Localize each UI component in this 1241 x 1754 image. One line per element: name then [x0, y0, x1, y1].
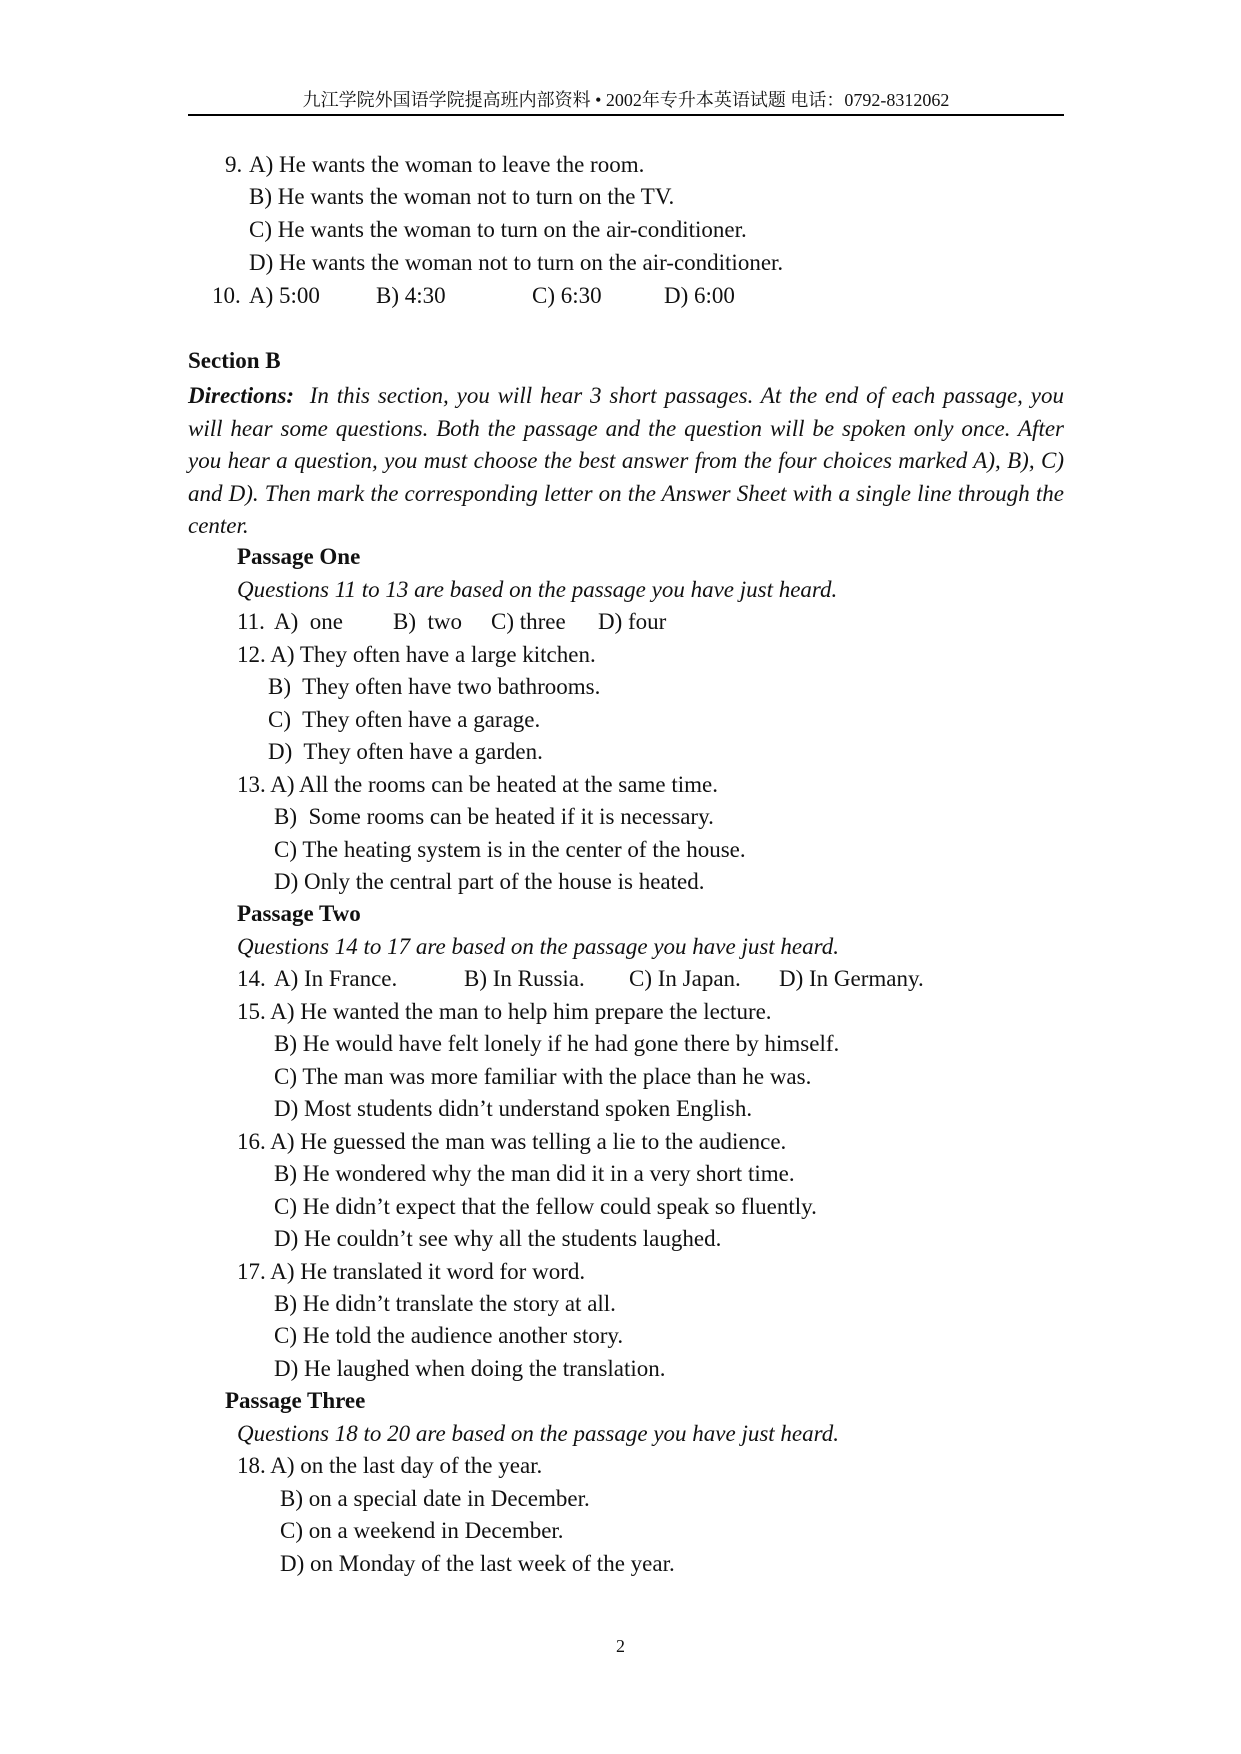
q15-option-a: 15. A) He wanted the man to help him prepare the lecture.: [237, 999, 772, 1024]
q16-option-c: C) He didn’t expect that the fellow could speak so fluently.: [274, 1194, 817, 1219]
passage-three-note: Questions 18 to 20 are based on the passage you have just heard.: [237, 1421, 839, 1446]
q10-option-c: C) 6:30: [532, 283, 602, 308]
q11-option-d: D) four: [598, 609, 667, 634]
q17-option-d: D) He laughed when doing the translation.: [274, 1356, 666, 1381]
q12-option-b: B) They often have two bathrooms.: [268, 674, 601, 699]
q10-option-b: B) 4:30: [376, 283, 446, 308]
q18-option-b: B) on a special date in December.: [280, 1486, 590, 1511]
q17-option-b: B) He didn’t translate the story at all.: [274, 1291, 616, 1316]
q14-number: 14.: [237, 966, 266, 991]
q10-number: 10.: [212, 283, 241, 308]
q9-option-a: A) He wants the woman to leave the room.: [249, 152, 645, 177]
q15-option-c: C) The man was more familiar with the place than he was.: [274, 1064, 812, 1089]
directions-text: In this section, you will hear 3 short passages. At the end of each passage, you will hear some questions. Both the passage and the question will be spoken only once. After you hear a question, you must choose the best answer from the four choices marked A), B), C) and D). Then mark the corresponding letter on the Answer Sheet with a single line through the center.: [188, 383, 1064, 538]
q16-option-b: B) He wondered why the man did it in a very short time.: [274, 1161, 795, 1186]
q17-option-a: 17. A) He translated it word for word.: [237, 1259, 586, 1284]
q13-option-c: C) The heating system is in the center of the house.: [274, 837, 746, 862]
q18-option-c: C) on a weekend in December.: [280, 1518, 564, 1543]
section-b-directions: [188, 380, 1064, 543]
q11-option-b: B) two: [393, 609, 462, 634]
q14-option-a: A) In France.: [274, 966, 398, 991]
passage-three-title: Passage Three: [225, 1388, 366, 1413]
passage-one-title: Passage One: [237, 544, 361, 569]
q12-option-a: 12. A) They often have a large kitchen.: [237, 642, 596, 667]
q16-option-d: D) He couldn’t see why all the students laughed.: [274, 1226, 722, 1251]
q14-option-c: C) In Japan.: [629, 966, 741, 991]
q9-option-d: D) He wants the woman not to turn on the air-conditioner.: [249, 250, 784, 275]
passage-two-title: Passage Two: [237, 901, 361, 926]
page-header: 九江学院外国语学院提高班内部资料 • 2002年专升本英语试题 电话：0792-8312062: [302, 90, 950, 110]
directions-label: Directions:: [188, 383, 295, 408]
q14-option-d: D) In Germany.: [779, 966, 924, 991]
q9-number: 9.: [225, 152, 243, 177]
q13-option-b: B) Some rooms can be heated if it is necessary.: [274, 804, 714, 829]
q18-option-a: 18. A) on the last day of the year.: [237, 1453, 543, 1478]
q10-option-a: A) 5:00: [249, 283, 320, 308]
q10-option-d: D) 6:00: [664, 283, 735, 308]
page-number: 2: [616, 1636, 625, 1656]
q13-option-a: 13. A) All the rooms can be heated at the same time.: [237, 772, 718, 797]
q15-option-d: D) Most students didn’t understand spoken English.: [274, 1096, 753, 1121]
q15-option-b: B) He would have felt lonely if he had gone there by himself.: [274, 1031, 840, 1056]
q17-option-c: C) He told the audience another story.: [274, 1323, 624, 1348]
q11-option-c: C) three: [491, 609, 566, 634]
q18-option-d: D) on Monday of the last week of the year.: [280, 1551, 675, 1576]
passage-one-note: Questions 11 to 13 are based on the passage you have just heard.: [237, 577, 838, 602]
q16-option-a: 16. A) He guessed the man was telling a lie to the audience.: [237, 1129, 787, 1154]
q9-option-b: B) He wants the woman not to turn on the TV.: [249, 184, 675, 209]
header-divider: [188, 114, 1064, 116]
passage-two-note: Questions 14 to 17 are based on the passage you have just heard.: [237, 934, 839, 959]
q9-option-c: C) He wants the woman to turn on the air-conditioner.: [249, 217, 747, 242]
q11-option-a: A) one: [274, 609, 343, 634]
q13-option-d: D) Only the central part of the house is heated.: [274, 869, 705, 894]
section-b-title: Section B: [188, 348, 281, 373]
q14-option-b: B) In Russia.: [464, 966, 585, 991]
q12-option-c: C) They often have a garage.: [268, 707, 541, 732]
q12-option-d: D) They often have a garden.: [268, 739, 543, 764]
q11-number: 11.: [237, 609, 265, 634]
